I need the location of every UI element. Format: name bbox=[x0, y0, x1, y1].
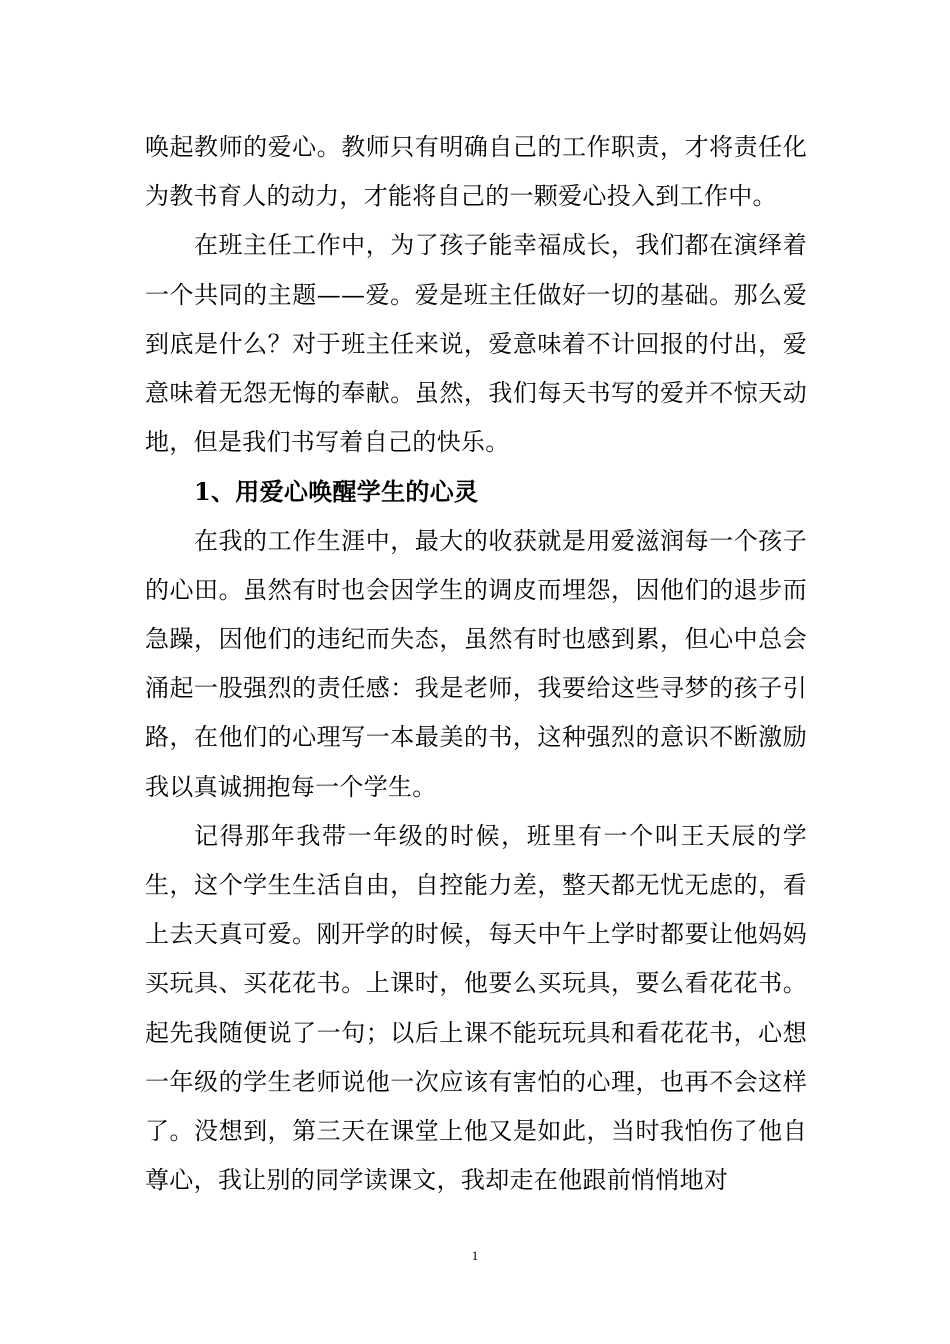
section-heading: 1、用爱心唤醒学生的心灵 bbox=[194, 477, 479, 507]
paragraph-1: 唤起教师的爱心。教师只有明确自己的工作职责，才将责任化为教书育人的动力，才能将自己的一颗爱心投入到工作中。 bbox=[145, 133, 807, 211]
page-number: 1 bbox=[471, 1248, 479, 1263]
paragraph-4: 记得那年我带一年级的时候，班里有一个叫王天辰的学生，这个学生生活自由，自控能力差，整天都无忧无虑的，看上去天真可爱。刚开学的时候，每天中午上学时都要让他妈妈买玩具、买花花书。上课时，他要么买玩具，要么看花花书。起先我随便说了一句；以后上课不能玩玩具和看花花书，心想一年级的学生老师说他一次应该有害怕的心理，也再不会这样了。没想到，第三天在课堂上他又是如此，当时我怕伤了他自尊心，我让别的同学读课文，我却走在他跟前悄悄地对 bbox=[145, 821, 807, 1195]
document-body bbox=[145, 123, 807, 1205]
paragraph-2: 在班主任工作中，为了孩子能幸福成长，我们都在演绎着一个共同的主题——爱。爱是班主任做好一切的基础。那么爱到底是什么？对于班主任来说，爱意味着不计回报的付出，爱意味着无怨无悔的奉献。虽然，我们每天书写的爱并不惊天动地，但是我们书写着自己的快乐。 bbox=[145, 231, 807, 457]
paragraph-3: 在我的工作生涯中，最大的收获就是用爱滋润每一个孩子的心田。虽然有时也会因学生的调皮而埋怨，因他们的退步而急躁，因他们的违纪而失态，虽然有时也感到累，但心中总会涌起一股强烈的责任感：我是老师，我要给这些寻梦的孩子引路，在他们的心理写一本最美的书，这种强烈的意识不断激励我以真诚拥抱每一个学生。 bbox=[145, 526, 807, 801]
